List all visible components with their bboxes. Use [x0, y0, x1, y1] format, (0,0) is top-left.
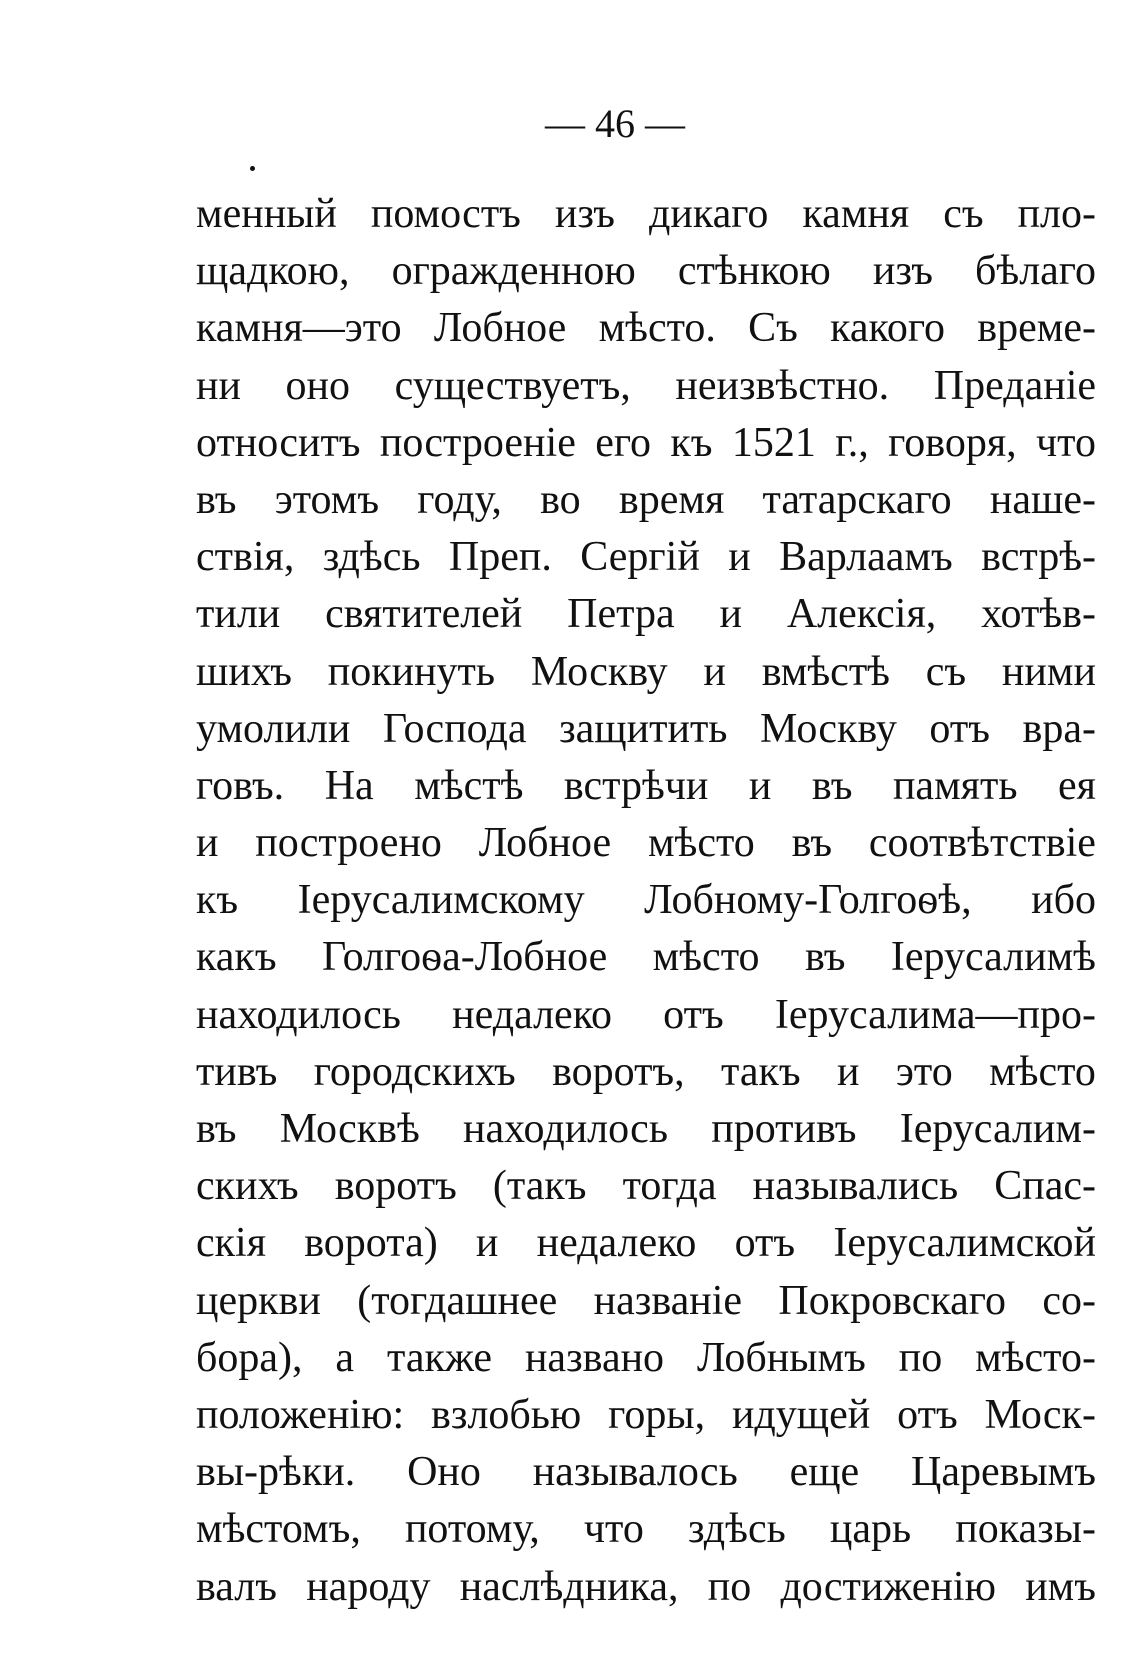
text-line: церкви (тогдашнее названіе Покровскаго со-: [196, 1277, 1096, 1324]
print-speck: [250, 166, 255, 171]
text-line: относитъ построеніе его къ 1521 г., говоря, что: [196, 419, 1096, 466]
text-line: ни оно существуетъ, неизвѣстно. Преданіе: [196, 362, 1096, 409]
text-line: къ Іерусалимскому Лобному-Голгоѳѣ, ибо: [196, 877, 1096, 924]
text-line: въ этомъ году, во время татарскаго наше-: [196, 476, 1096, 523]
text-line: положенію: взлобью горы, идущей отъ Моск-: [196, 1391, 1096, 1438]
text-line: вы-рѣки. Оно называлось еще Царевымъ: [196, 1449, 1096, 1496]
text-line: умолили Господа защитить Москву отъ вра-: [196, 705, 1096, 752]
text-line: ствія, здѣсь Преп. Сергій и Варлаамъ встрѣ-: [196, 534, 1096, 581]
text-line: тили святителей Петра и Алексія, хотѣв-: [196, 591, 1096, 638]
text-line: валъ народу наслѣдника, по достиженію имъ: [196, 1563, 1096, 1610]
text-line: камня—это Лобное мѣсто. Съ какого време-: [196, 305, 1096, 352]
body-text: [196, 186, 1096, 1616]
text-line: скихъ воротъ (такъ тогда назывались Спас-: [196, 1163, 1096, 1210]
text-line: щадкою, огражденною стѣнкою изъ бѣлаго: [196, 248, 1096, 295]
page-number: — 46 —: [545, 101, 685, 146]
text-line: находилось недалеко отъ Іерусалима—про-: [196, 991, 1096, 1038]
text-line: скія ворота) и недалеко отъ Іерусалимской: [196, 1220, 1096, 1267]
text-line: въ Москвѣ находилось противъ Іерусалим-: [196, 1106, 1096, 1152]
text-line: и построено Лобное мѣсто въ соотвѣтствіе: [196, 820, 1096, 867]
text-line: бора), а также названо Лобнымъ по мѣсто-: [196, 1334, 1096, 1381]
text-line: какъ Голгоѳа-Лобное мѣсто въ Іерусалимѣ: [196, 934, 1096, 981]
text-line: мѣстомъ, потому, что здѣсь царь показы-: [196, 1506, 1096, 1553]
text-line: шихъ покинуть Москву и вмѣстѣ съ ними: [196, 648, 1096, 695]
text-line: менный помостъ изъ дикаго камня съ пло-: [196, 191, 1096, 237]
text-line: тивъ городскихъ воротъ, такъ и это мѣсто: [196, 1048, 1096, 1095]
text-line: говъ. На мѣстѣ встрѣчи и въ память ея: [196, 762, 1096, 809]
